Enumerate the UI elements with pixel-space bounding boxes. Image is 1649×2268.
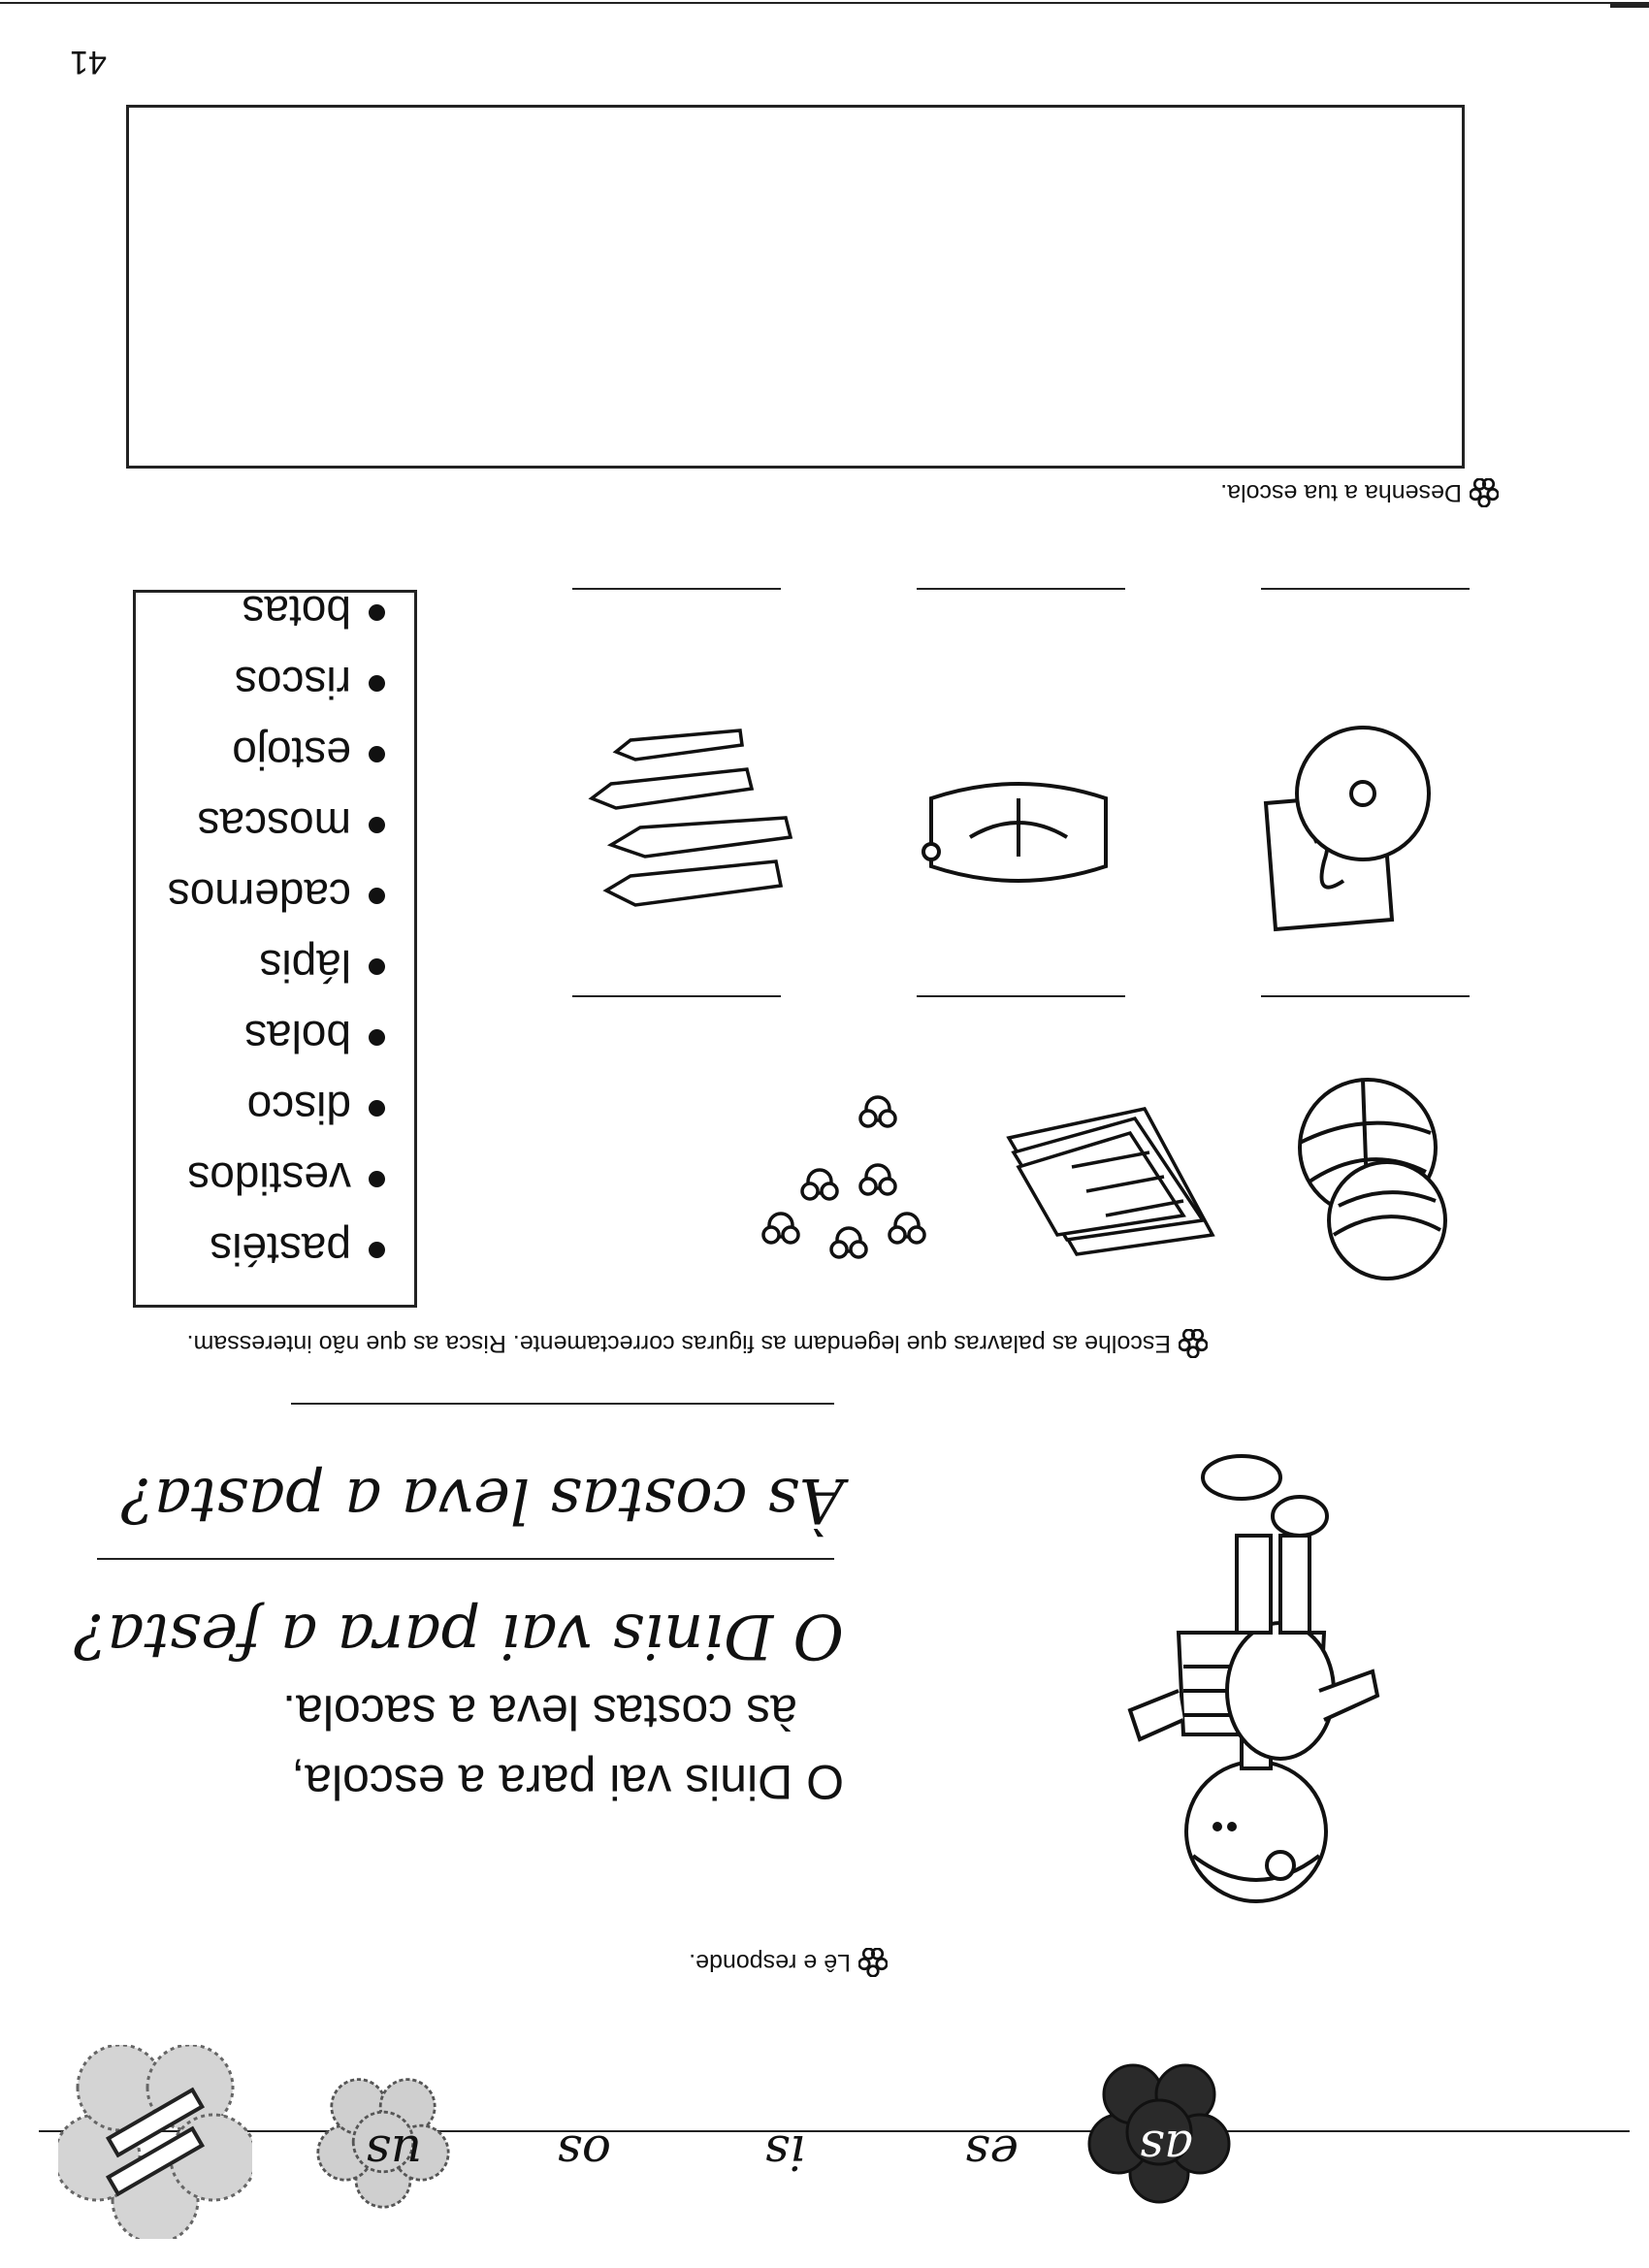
word-item[interactable]	[136, 1002, 385, 1073]
answer-line-2[interactable]	[291, 1403, 834, 1405]
flower-bullet-icon	[1179, 1329, 1208, 1358]
word-text: disco	[246, 1083, 351, 1134]
label-line-flies[interactable]	[572, 995, 781, 997]
instruction-read	[689, 1948, 888, 1977]
word-item[interactable]	[136, 931, 385, 1002]
scan-edge-top	[0, 2, 1649, 4]
instruction-words	[187, 1329, 1208, 1358]
syllable-strip	[0, 2035, 1649, 2268]
syllable-as: as	[1139, 2120, 1193, 2176]
reading-line-1: O Dinis vai para a escola,	[291, 1755, 844, 1809]
word-item[interactable]	[136, 1073, 385, 1144]
strip-line	[39, 2130, 1630, 2132]
answer-line-1[interactable]	[97, 1558, 834, 1560]
syllable-os: os	[557, 2124, 611, 2181]
word-bank-list	[136, 577, 385, 1285]
syllable-es: es	[964, 2124, 1018, 2181]
word-text: vestidos	[187, 1153, 351, 1205]
word-text: bolas	[244, 1012, 351, 1063]
instruction-words-text: Escolhe as palavras que legendam as figuras correctamente. Risca as que não interessam.	[186, 1330, 1171, 1358]
word-item[interactable]	[136, 1215, 385, 1285]
bullet-dot-icon	[369, 1242, 385, 1258]
bullet-dot-icon	[369, 1029, 385, 1046]
word-bank-box	[133, 587, 417, 1308]
bullet-dot-icon	[369, 817, 385, 833]
label-line-notebooks[interactable]	[917, 995, 1125, 997]
bullet-dot-icon	[369, 1100, 385, 1117]
label-line-pencils[interactable]	[572, 588, 781, 590]
bullet-dot-icon	[369, 888, 385, 904]
word-text: estojo	[232, 729, 351, 780]
disc-picture	[1256, 716, 1450, 939]
notebooks-picture	[999, 1080, 1222, 1274]
flower-bullet-icon	[1470, 478, 1499, 507]
label-line-pencil-case[interactable]	[917, 588, 1125, 590]
drawing-area[interactable]	[126, 105, 1465, 469]
label-line-disc[interactable]	[1261, 588, 1470, 590]
boy-with-backpack-picture	[1096, 1419, 1387, 1924]
word-item[interactable]	[136, 577, 385, 648]
word-text: moscas	[197, 799, 351, 851]
word-item[interactable]	[136, 860, 385, 931]
bullet-dot-icon	[369, 1171, 385, 1187]
syllable-us: us	[366, 2124, 422, 2181]
instruction-draw	[1220, 478, 1499, 507]
syllable-is: is	[764, 2124, 805, 2181]
balls-picture	[1280, 1075, 1455, 1288]
page-number: 41	[70, 44, 107, 81]
word-text: pastéis	[210, 1224, 351, 1276]
scan-edge-mark	[1610, 2, 1649, 8]
label-line-balls[interactable]	[1261, 995, 1470, 997]
word-text: riscos	[234, 658, 351, 709]
question-2: Às costas leva a pasta?	[120, 1464, 844, 1536]
question-1: O Dinis vai para a festa?	[74, 1600, 844, 1671]
word-text: lápis	[259, 941, 351, 992]
flies-picture	[742, 1070, 936, 1264]
flower-bullet-icon	[858, 1948, 888, 1977]
pencil-case-picture	[912, 760, 1125, 895]
reading-line-2: às costas leva a sacola.	[282, 1685, 797, 1739]
word-item[interactable]	[136, 719, 385, 790]
reading-text	[87, 1677, 844, 1817]
word-item[interactable]	[136, 648, 385, 719]
word-text: botas	[242, 587, 351, 638]
bullet-dot-icon	[369, 675, 385, 692]
bullet-dot-icon	[369, 746, 385, 762]
pencils-picture	[577, 721, 800, 915]
flower-crayons-icon	[58, 2045, 252, 2239]
bullet-dot-icon	[369, 604, 385, 621]
instruction-draw-text: Desenha a tua escola.	[1220, 479, 1462, 507]
instruction-read-text: Lê e responde.	[689, 1949, 851, 1977]
word-item[interactable]	[136, 1144, 385, 1215]
bullet-dot-icon	[369, 958, 385, 975]
word-text: cadernos	[167, 870, 351, 922]
word-item[interactable]	[136, 790, 385, 860]
